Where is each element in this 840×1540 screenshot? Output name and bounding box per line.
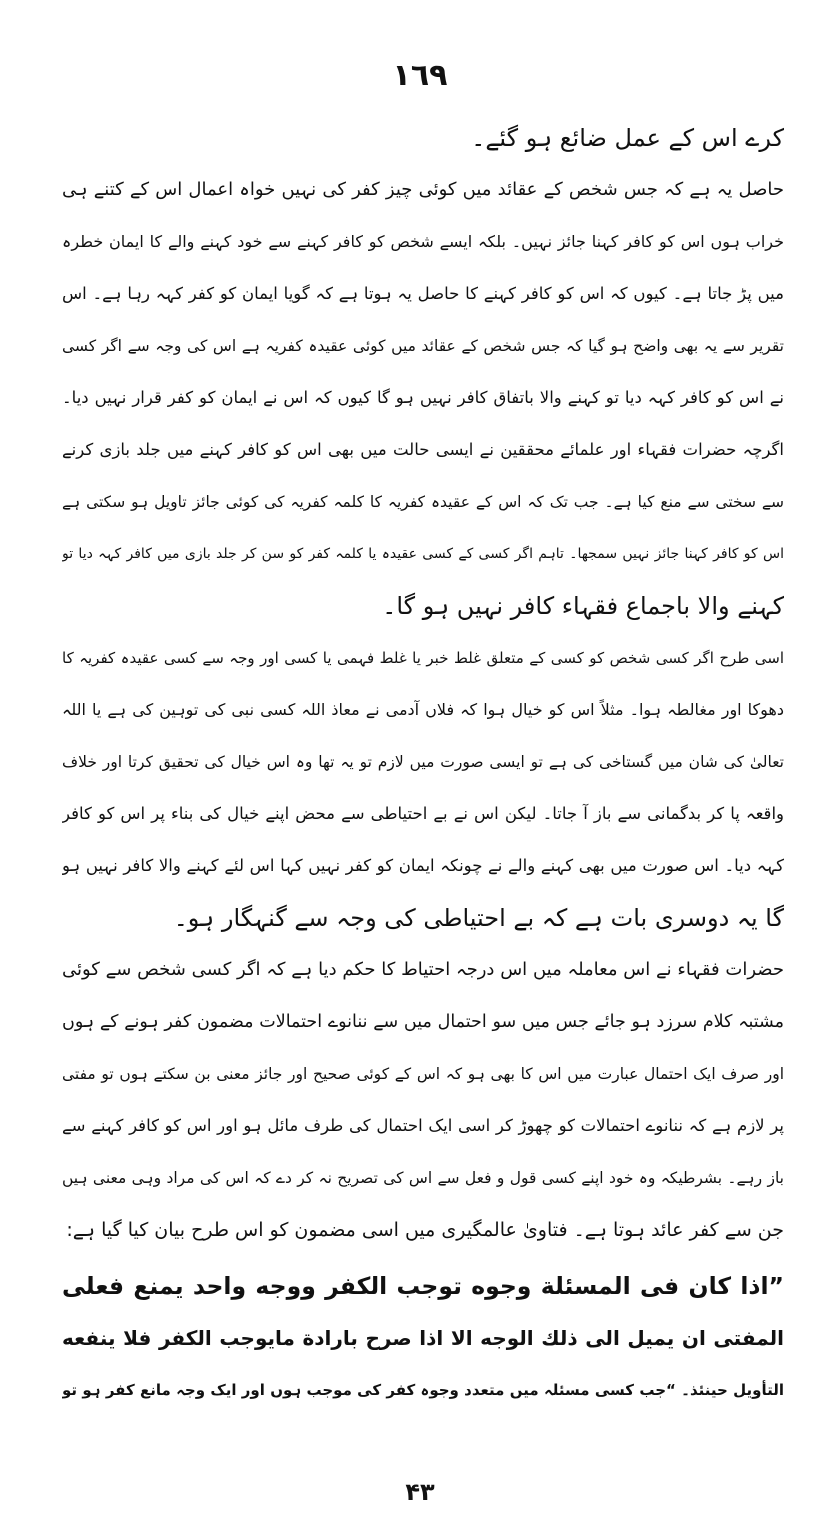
page-number-bottom: ۴۳ [405,1478,435,1506]
arabic-quote-line: المفتی ان یمیل الی ذلك الوجه الا اذا صرح بارادة مایوجب الکفر فلا ینفعه [62,1326,784,1350]
arabic-quote-line: التأویل حینئذ۔ “جب کسی مسئلہ میں متعدد وجوہ کفر کی موجب ہوں اور ایک وجہ مانع کفر ہو تو [62,1381,784,1399]
text-line: گا یہ دوسری بات ہے کہ بے احتیاطی کی وجہ سے گنہگار ہو۔ [173,904,784,932]
text-line: خراب ہوں اس کو کافر کہنا جائز نہیں۔ بلکہ ایسے شخص کو کافر کہنے سے خود کہنے والے کا ایمان خطرہ [62,232,784,251]
text-line: اور صرف ایک احتمال عبارت میں اس کا بھی ہو کہ اس کے کوئی صحیح اور جائز معنی بن سکتے ہوں تو مفتی [62,1065,784,1083]
text-line: حضرات فقہاء نے اس معاملہ میں اس درجہ احتیاط کا حکم دیا ہے کہ اگر کسی شخص سے کوئی [62,959,784,980]
text-line: حاصل یہ ہے کہ جس شخص کے عقائد میں کوئی چیز کفر کی نہیں خواہ اعمال اس کے کتنے ہی [62,179,784,200]
arabic-quote-line: ”اذا کان فی المسئلة وجوه توجب الکفر ووجه واحد یمنع فعلی [62,1272,784,1300]
body-text [62,112,784,1416]
text-line: اسی طرح اگر کسی شخص کو کسی کے متعلق غلط خبر یا غلط فہمی یا کسی اور وجہ سے کسی عقیدہ کفریہ کا [62,649,784,667]
text-line: مشتبہ کلام سرزد ہو جائے جس میں سو احتمال میں سے ننانوے احتمالات مضمون کفر ہونے کے ہوں [62,1012,784,1032]
page-number-top: ١٦٩ [392,58,448,93]
text-line: پر لازم ہے کہ ننانوے احتمالات کو چھوڑ کر اسی ایک احتمال کی طرف مائل ہو اور اس کو کافر کہنے سے [62,1116,784,1135]
text-line: واقعہ پا کر بدگمانی سے باز آ جاتا۔ لیکن اس نے بے احتیاطی سے محض اپنے خیال کی بناء پر اس کو کافر [62,804,784,823]
text-line: میں پڑ جاتا ہے۔ کیوں کہ اس کو کافر کہنے کا حاصل یہ ہوتا ہے کہ گویا ایمان کو کفر کہہ رہا ہے۔ اس [62,284,784,303]
text-line: کہہ دیا۔ اس صورت میں بھی کہنے والے نے چونکہ ایمان کو کفر نہیں کہا اس لئے کہنے والا کافر نہیں ہو [62,856,784,875]
text-line: کہنے والا باجماع فقہاء کافر نہیں ہو گا۔ [382,592,784,620]
text-line: جن سے کفر عائد ہوتا ہے۔ فتاویٰ عالمگیری میں اسی مضمون کو اس طرح بیان کیا گیا ہے: [66,1219,784,1241]
text-line: کرے اس کے عمل ضائع ہو گئے۔ [471,124,784,152]
text-line: باز رہے۔ بشرطیکہ وہ خود اپنے کسی قول و فعل سے اس کی تصریح نہ کر دے کہ اس کی مراد وہی معنی ہیں [62,1169,784,1187]
text-line: اگرچہ حضرات فقہاء اور علمائے محققین نے ایسی حالت میں بھی اس کو کافر کہنے میں جلد بازی کرنے [62,440,784,459]
text-line: تقریر سے یہ بھی واضح ہو گیا کہ جس شخص کے عقائد میں کوئی عقیدہ کفریہ ہے اس کی وجہ سے اگر کسی [62,337,784,355]
text-line: نے اس کو کافر کہہ دیا تو کہنے والا باتفاق کافر نہیں ہو گا کیوں کہ اس نے ایمان کو کفر قرار نہیں دیا۔ [62,388,784,407]
text-line: تعالیٰ کی شان میں گستاخی کی ہے تو ایسی صورت میں لازم تو یہ تھا وہ اس خیال کی تحقیق کرتا اور خلاف [62,753,784,771]
text-line: سے سختی سے منع کیا ہے۔ جب تک کہ اس کے عقیدہ کفریہ کا کلمہ کفریہ کی کوئی جائز تاویل ہو سکتی ہے [62,493,784,511]
text-line: دھوکا اور مغالطہ ہوا۔ مثلاً اس کو خیال ہوا کہ فلاں آدمی نے معاذ اللہ کسی نبی کی توہین کی ہے یا اللہ [62,700,784,719]
text-line: اس کو کافر کہنا جائز نہیں سمجھا۔ تاہم اگر کسی کے کسی عقیدہ یا کلمہ کفر کو سن کر جلد بازی میں کافر کہہ دیا تو [62,546,784,562]
